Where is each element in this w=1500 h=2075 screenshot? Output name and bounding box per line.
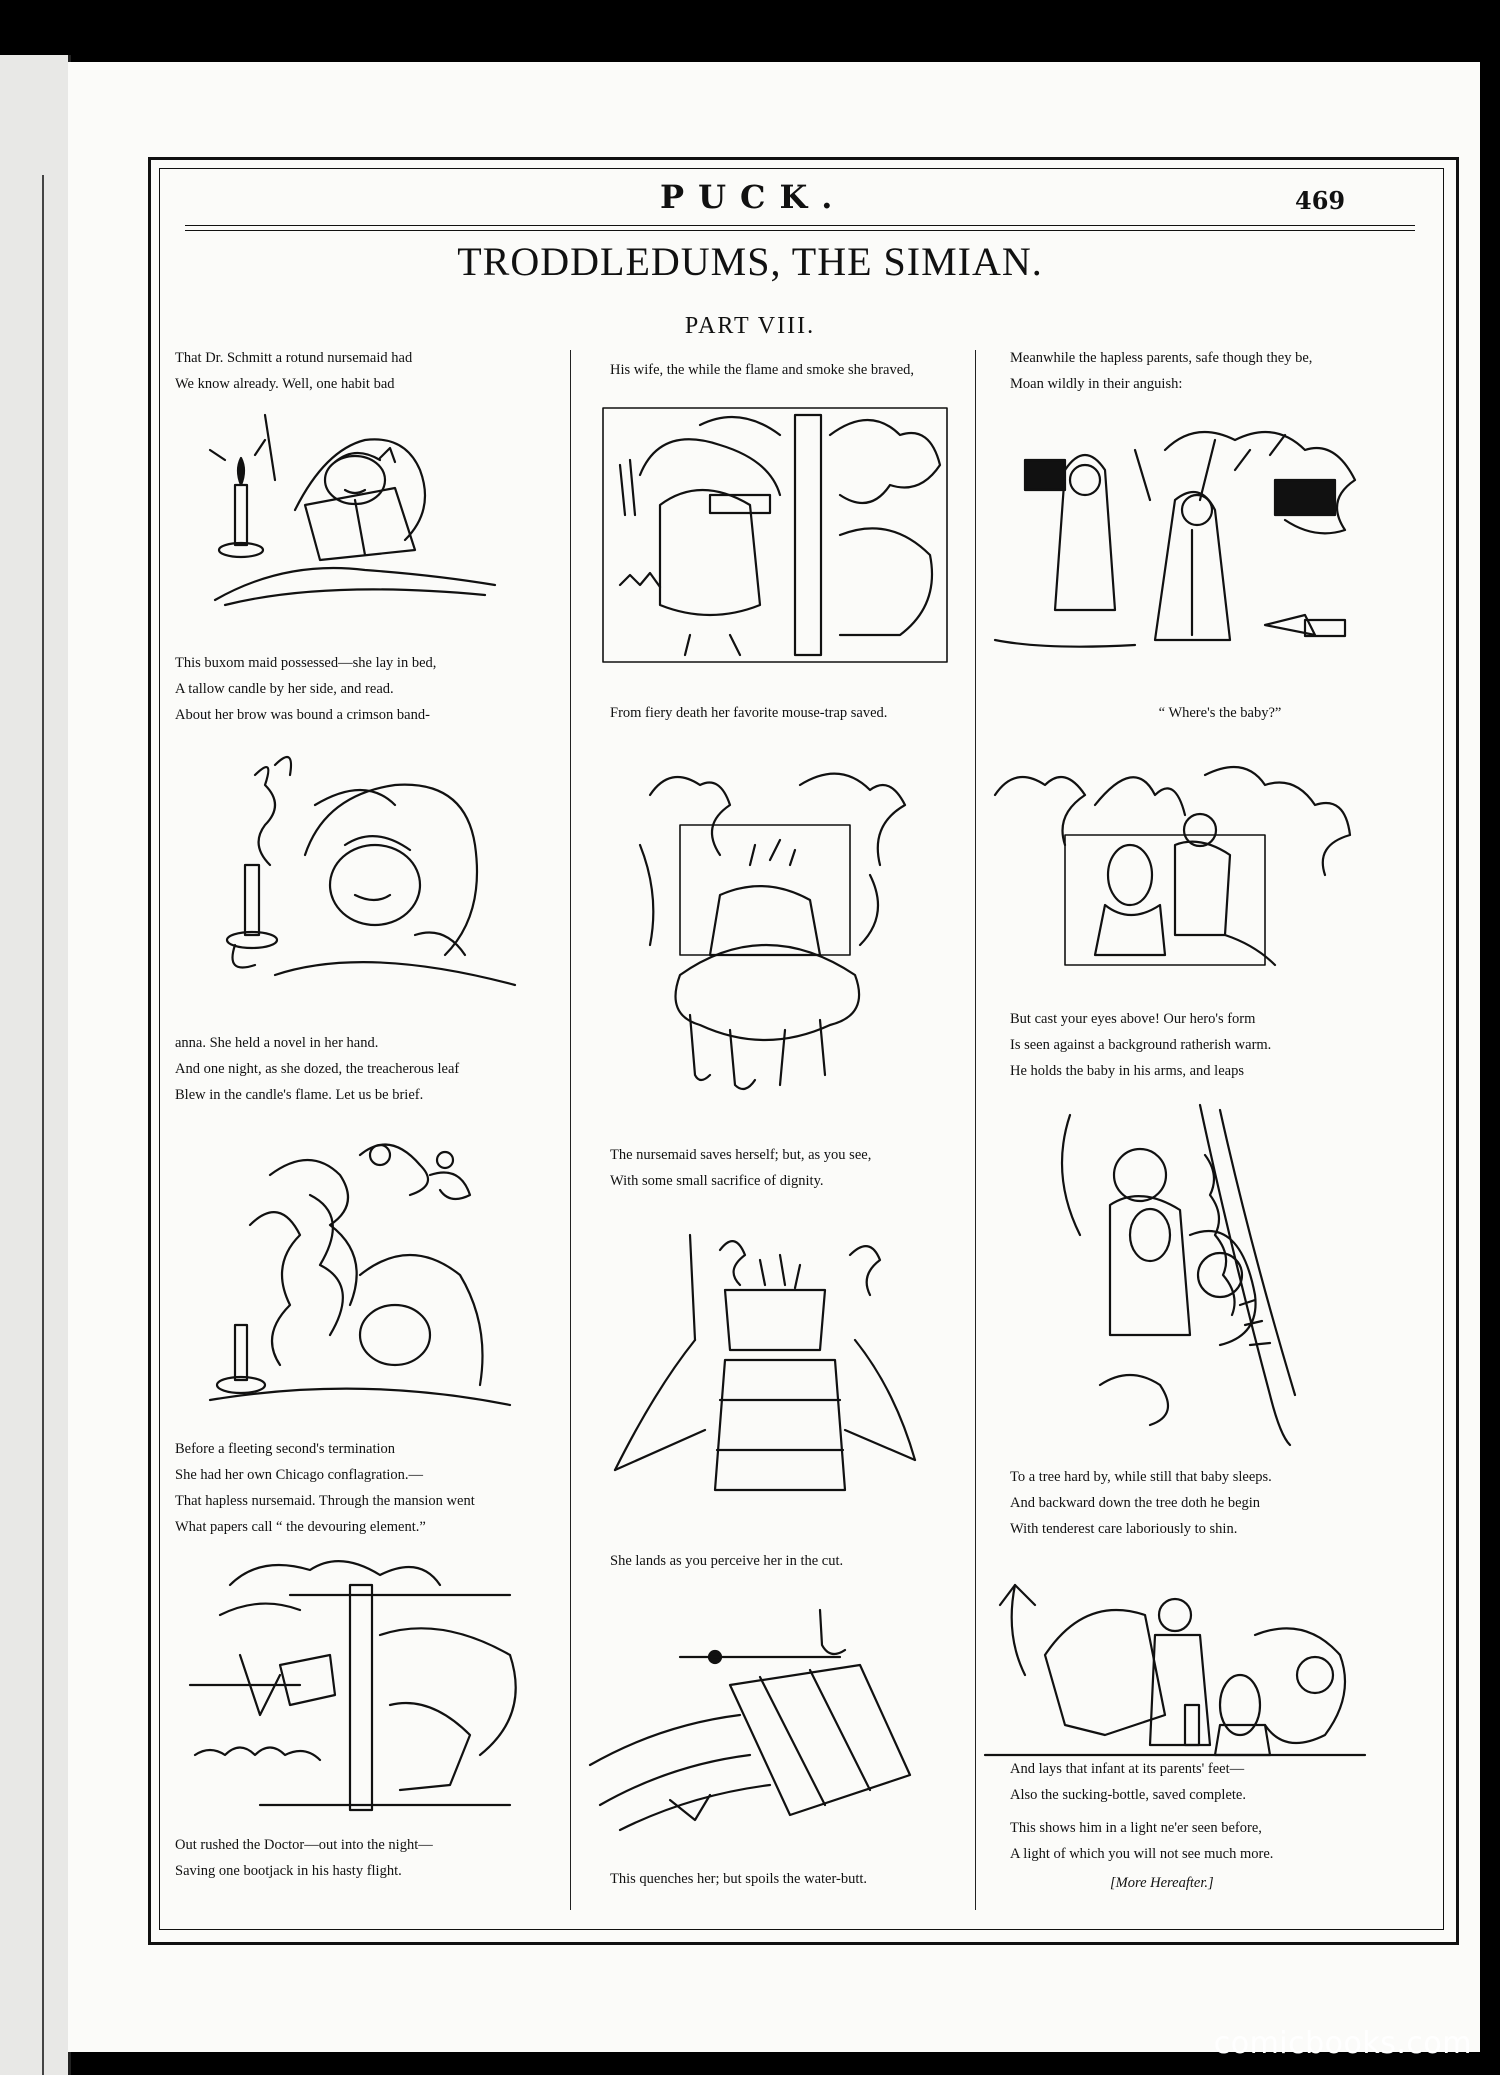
- verse-c3-1: Meanwhile the hapless parents, safe though they be, Moan wildly in their anguish:: [1010, 350, 1313, 392]
- verse-c2-2: From fiery death her favorite mouse-trap saved.: [610, 705, 888, 721]
- panel-hero-window: [985, 755, 1355, 985]
- panel-parents-anguish: [985, 410, 1365, 670]
- verse-c3-5: And lays that infant at its parents' feet— Also the sucking-bottle, saved complete.: [1010, 1761, 1246, 1803]
- verse-c3-2: “ Where's the baby?”: [1158, 705, 1282, 721]
- panel-infant-returned: [985, 1575, 1365, 1765]
- verse-c2-1: His wife, the while the flame and smoke she braved,: [610, 362, 915, 378]
- panel-nursemaid-reading: [205, 410, 505, 610]
- verse-c2-4: She lands as you perceive her in the cut.: [610, 1553, 844, 1569]
- column-separator-1: [570, 350, 571, 1910]
- verse-c3-6: This shows him in a light ne'er seen before, A light of which you will not see much more.: [1010, 1820, 1274, 1862]
- panel-wife-mousetrap: [600, 405, 950, 665]
- panel-tree-descent: [1040, 1095, 1320, 1445]
- verse-c1-4: Before a fleeting second's termination She had her own Chicago conflagration.— That hapless nursemaid. Through the mansion went What papers call “ the devouring element.”: [175, 1441, 475, 1535]
- verse-c2-3: The nursemaid saves herself; but, as you see, With some small sacrifice of dignity.: [610, 1147, 872, 1189]
- header-rule-bottom: [185, 230, 1415, 231]
- column-separator-2: [975, 350, 976, 1910]
- page-title: TRODDLEDUMS, THE SIMIAN.: [457, 239, 1043, 284]
- spine-line: [42, 175, 44, 2075]
- verse-c2-5: This quenches her; but spoils the water-butt.: [610, 1871, 868, 1887]
- verse-c1-3: anna. She held a novel in her hand. And one night, as she dozed, the treacherous leaf Blew in the candle's flame. Let us be brief.: [175, 1035, 460, 1103]
- panel-barrel-landing: [595, 1230, 925, 1500]
- panel-water-butt: [580, 1605, 940, 1840]
- verse-c1-5: Out rushed the Doctor—out into the night— Saving one bootjack in his hasty flight.: [175, 1837, 433, 1879]
- masthead: PUCK.: [660, 178, 847, 216]
- book-spine: [0, 55, 71, 2075]
- verse-c3-4: To a tree hard by, while still that baby sleeps. And backward down the tree doth he begin With tenderest care laboriously to shin.: [1010, 1469, 1272, 1537]
- watermark: comicbooks.com: [1213, 2026, 1472, 2061]
- part-heading: PART VIII.: [684, 313, 816, 339]
- page-number: 469: [1295, 186, 1346, 215]
- panel-conflagration: [210, 1135, 510, 1415]
- verse-c1-1: That Dr. Schmitt a rotund nursemaid had We know already. Well, one habit bad: [175, 350, 413, 392]
- header-rule-top: [185, 225, 1415, 226]
- panel-doctor-flight: [180, 1555, 540, 1815]
- panel-nursemaid-escape: [620, 765, 910, 1105]
- verse-c1-2: This buxom maid possessed—she lay in bed, A tallow candle by her side, and read. About her brow was bound a crimson band-: [175, 655, 437, 723]
- panel-nursemaid-dozing: [215, 745, 515, 1005]
- verse-c3-3: But cast your eyes above! Our hero's form Is seen against a background ratherish warm. He holds the baby in his arms, and leaps: [1010, 1011, 1272, 1079]
- verse-c3-7: [More Hereafter.]: [1110, 1875, 1214, 1891]
